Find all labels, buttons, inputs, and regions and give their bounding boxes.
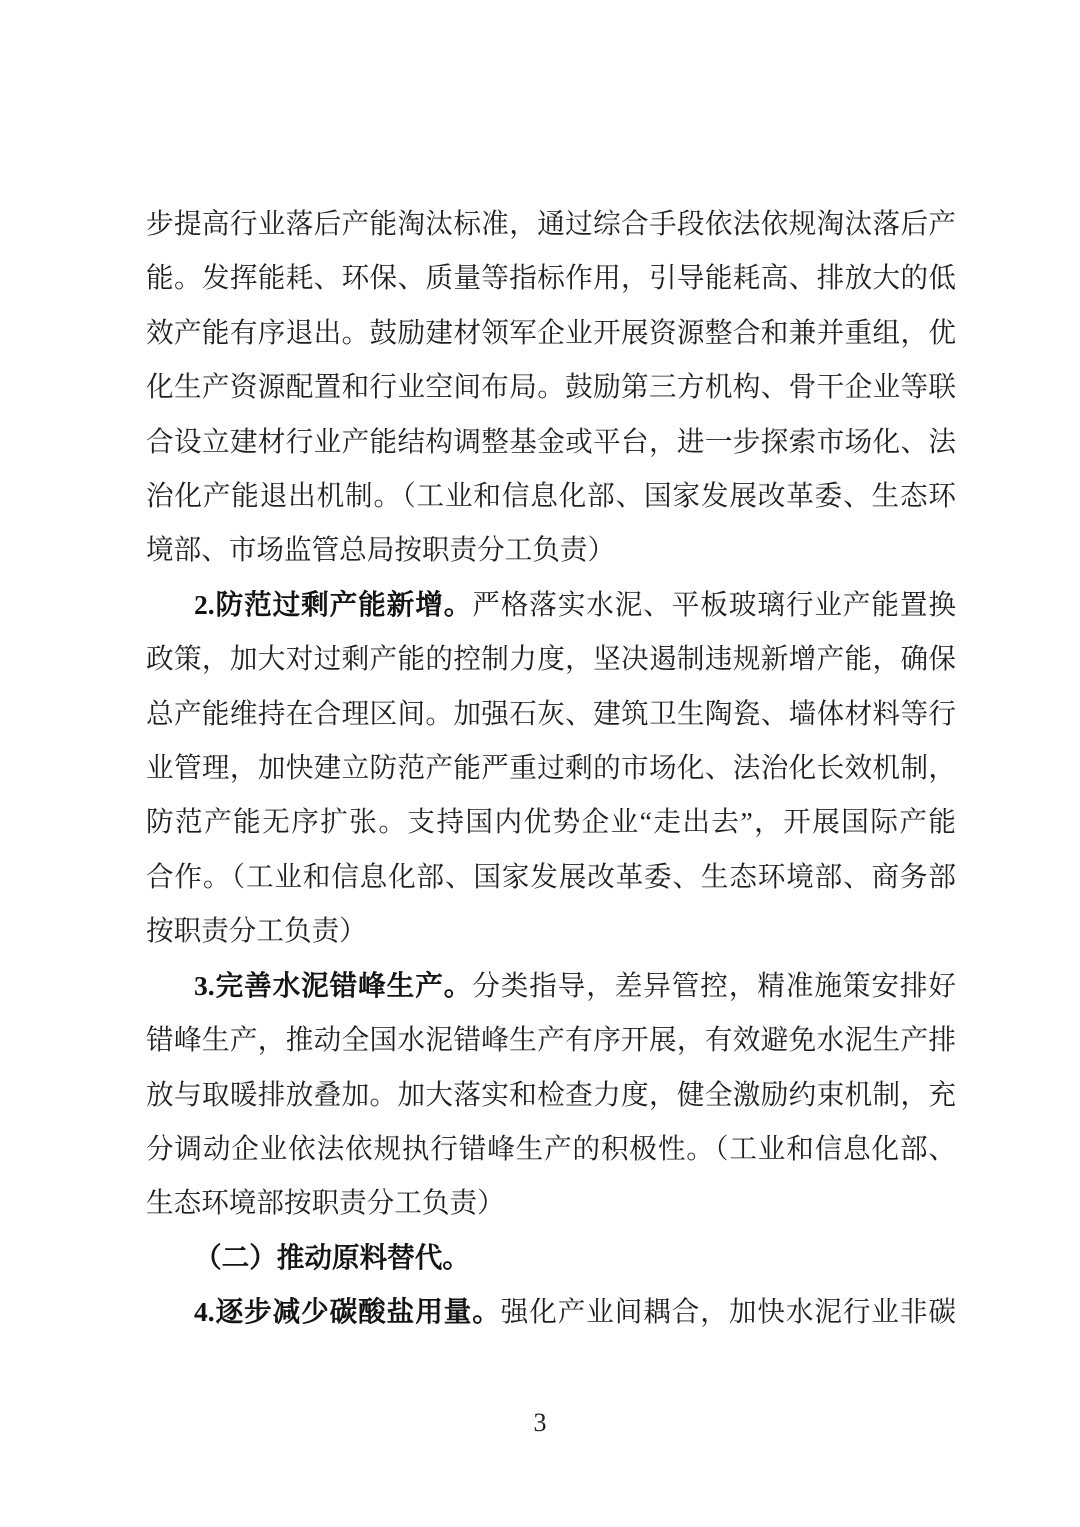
text-line <box>146 687 956 741</box>
text-line <box>146 523 956 577</box>
page-number: 3 <box>533 1408 547 1437</box>
text-line <box>146 1285 956 1339</box>
text-line <box>146 741 956 795</box>
text-line <box>146 306 956 360</box>
text-line <box>146 959 956 1013</box>
line-text: 总产能维持在合理区间。加强石灰、建筑卫生陶瓷、墙体材料等行 <box>146 697 956 729</box>
line-text: 分类指导，差异管控，精准施策安排好 <box>472 969 956 1001</box>
text-line <box>146 197 956 251</box>
line-text: 强化产业间耦合，加快水泥行业非碳 <box>500 1296 956 1328</box>
line-text: 境部、市场监管总局按职责分工负责） <box>146 534 616 566</box>
text-line <box>146 904 956 958</box>
line-text: 生态环境部按职责分工负责） <box>146 1187 505 1219</box>
line-text: 治化产能退出机制。（工业和信息化部、国家发展改革委、生态环 <box>146 480 956 512</box>
text-line <box>146 850 956 904</box>
text-line <box>146 415 956 469</box>
line-text: 合设立建材行业产能结构调整基金或平台，进一步探索市场化、法 <box>146 425 956 457</box>
line-text: 分调动企业依法依规执行错峰生产的积极性。（工业和信息化部、 <box>146 1132 956 1164</box>
line-text: 按职责分工负责） <box>146 915 367 947</box>
line-text: 防范产能无序扩张。支持国内优势企业“走出去”，开展国际产能 <box>146 806 956 838</box>
text-line <box>146 1068 956 1122</box>
line-text: 放与取暖排放叠加。加大落实和检查力度，健全激励约束机制，充 <box>146 1078 956 1110</box>
text-line <box>146 469 956 523</box>
text-line <box>146 1013 956 1067</box>
page-footer <box>0 1408 1080 1438</box>
text-line <box>146 1122 956 1176</box>
text-line <box>146 251 956 305</box>
text-line <box>146 1231 956 1285</box>
text-line <box>146 578 956 632</box>
text-line <box>146 360 956 414</box>
line-text: 政策，加大对过剩产能的控制力度，坚决遏制违规新增产能，确保 <box>146 643 956 675</box>
line-text: 严格落实水泥、平板玻璃行业产能置换 <box>472 588 956 620</box>
line-text: 效产能有序退出。鼓励建材领军企业开展资源整合和兼并重组，优 <box>146 316 956 348</box>
line-text: 能。发挥能耗、环保、质量等指标作用，引导能耗高、排放大的低 <box>146 262 956 294</box>
text-line <box>146 1176 956 1230</box>
line-text: 步提高行业落后产能淘汰标准，通过综合手段依法依规淘汰落后产 <box>146 208 956 239</box>
line-text: 业管理，加快建立防范产能严重过剩的市场化、法治化长效机制， <box>146 752 956 784</box>
text-line <box>146 632 956 686</box>
section-heading: （二）推动原料替代。 <box>194 1241 470 1273</box>
text-line <box>146 795 956 849</box>
paragraph-heading: 4.逐步减少碳酸盐用量。 <box>194 1296 501 1328</box>
paragraph-heading: 3.完善水泥错峰生产。 <box>194 969 473 1001</box>
line-text: 化生产资源配置和行业空间布局。鼓励第三方机构、骨干企业等联 <box>146 371 956 403</box>
document-body <box>146 197 956 1340</box>
paragraph-heading: 2.防范过剩产能新增。 <box>194 588 473 620</box>
line-text: 合作。（工业和信息化部、国家发展改革委、生态环境部、商务部 <box>146 860 956 892</box>
line-text: 错峰生产，推动全国水泥错峰生产有序开展，有效避免水泥生产排 <box>146 1024 956 1056</box>
